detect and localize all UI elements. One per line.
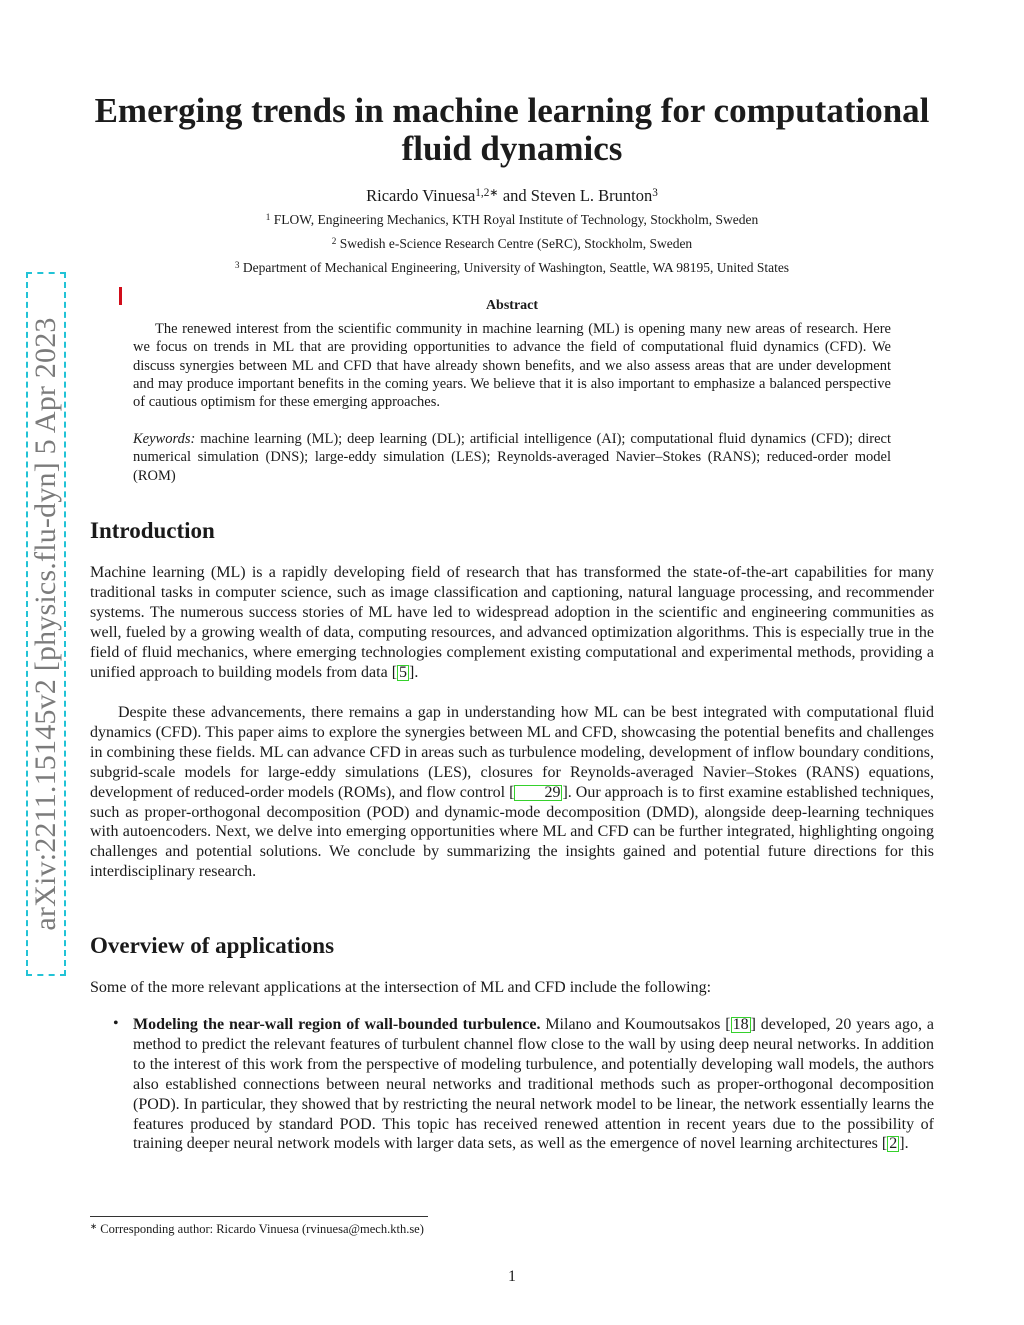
intro-p2-end: ]. Our approach is to first examine established techniques, such as proper-orthogonal decomposition (POD) and dynamic-mode decomposition (DMD), alongside deep-learning techniques with autoencoders. Next, we delve into emerging opportunities where ML and CFD can be further integrated, highlighting ongoing challenges and potential solutions. We conclude by summarizing the insights gained and potential future directions for this interdisciplinary research.: [90, 783, 934, 881]
affiliation-1: [90, 212, 934, 228]
bullet-text-a: Milano and Koumoutsakos [: [540, 1016, 731, 1033]
abstract-heading: Abstract: [485, 298, 539, 313]
affiliation-3-num: 3: [234, 259, 240, 270]
keywords: [133, 430, 891, 485]
abstract-text: The renewed interest from the scientific community in machine learning (ML) is opening many new areas of research. Here we focus on trends in ML that are providing opportunities to advance the field of computational fluid dynamics (CFD). We discuss synergies between ML and CFD that have already shown benefits, and we also assess areas that are under development and may produce important benefits in the coming years. We believe that it is also important to emphasize a balanced perspective of cautious optimism for these emerging approaches.: [133, 321, 891, 411]
keywords-list: machine learning (ML); deep learning (DL); artificial intelligence (AI); computational fluid dynamics (CFD); direct numerical simulation (DNS); large-eddy simulation (LES); Reynolds-averaged Navier–Stokes (RANS); reduced-order model (ROM): [133, 431, 891, 484]
affiliation-1-num: 1: [265, 211, 271, 222]
bullet-text-b: ] developed, 20 years ago, a method to predict the relevant features of turbulent channel flow close to the wall by using deep neural networks. In addition to the interest of this work from the perspective of modeling turbulence, and potentially developing wall models, the authors also established connections between neural networks and traditional methods such as proper-orthogonal decomposition (POD). In particular, they showed that by restricting the neural network model to be linear, the network essentially learns the features produced by standard POD. This topic has received renewed attention in recent years due to the possibility of training deeper neural network models with larger data sets, as well as the emergence of novel learning architectures [: [133, 1016, 934, 1153]
overview-heading: Overview of applications: [90, 933, 335, 958]
citation-link[interactable]: 29: [514, 785, 562, 801]
footnote-rule: [90, 1216, 428, 1217]
paper-title: Emerging trends in machine learning for computational fluid dynamics: [94, 91, 930, 168]
affiliation-3-text: Department of Mechanical Engineering, University of Washington, Seattle, WA 98195, United States: [239, 260, 790, 275]
bullet-title: Modeling the near-wall region of wall-bounded turbulence.: [133, 1016, 541, 1033]
footnote-text: Corresponding author: Ricardo Vinuesa (rvinuesa@mech.kth.se): [97, 1222, 424, 1236]
affiliation-2-num: 2: [331, 235, 337, 246]
bullet-item: [133, 1015, 934, 1154]
author-2-affil: 3: [652, 186, 658, 199]
author-1-affil: 1,2∗: [475, 186, 499, 199]
author-joiner: and Steven L. Brunton: [498, 186, 653, 205]
arxiv-stamp[interactable]: arXiv:2211.15145v2 [physics.flu-dyn] 5 Apr 2023: [29, 317, 62, 931]
bullet-marker: •: [113, 1015, 119, 1032]
citation-link[interactable]: 2: [889, 1135, 898, 1153]
affiliation-3: [90, 260, 934, 276]
author-line: [90, 186, 934, 206]
footnote-marker: ∗: [90, 1221, 98, 1232]
footnote: [90, 1222, 424, 1237]
intro-p1-end: ].: [409, 663, 419, 681]
affiliation-2: [90, 236, 934, 252]
introduction-heading: Introduction: [90, 518, 215, 543]
intro-p2-text: Despite these advancements, there remains a gap in understanding how ML can be best integrated with computational fluid dynamics (CFD). This paper aims to explore the synergies between ML and CFD, showcasing the potential benefits and challenges in combining these fields. ML can advance CFD in areas such as turbulence modeling, development of inflow boundary conditions, subgrid-scale models for large-eddy simulations (LES), closures for Reynolds-averaged Navier–Stokes (RANS) equations, development of reduced-order models (ROMs), and flow control [: [90, 704, 934, 801]
intro-p1-text: Machine learning (ML) is a rapidly developing field of research that has transformed the state-of-the-art capabilities for many traditional tasks in computer science, such as image classification and captioning, natural language processing, and recommender systems. The numerous success stories of ML have led to widespread adoption in the scientific and engineering communities as well, fueled by a growing wealth of data, computing resources, and advanced optimization algorithms. This is especially true in the field of fluid mechanics, where emerging technologies complement existing computational and experimental methods, providing a unified approach to building models from data [: [90, 564, 934, 681]
intro-paragraph-2: [90, 703, 934, 882]
affiliation-1-text: FLOW, Engineering Mechanics, KTH Royal Institute of Technology, Stockholm, Sweden: [270, 212, 759, 227]
keywords-label: Keywords:: [133, 431, 196, 447]
citation-link[interactable]: 5: [399, 663, 408, 681]
affiliation-2-text: Swedish e-Science Research Centre (SeRC), Stockholm, Sweden: [336, 236, 693, 251]
citation-link[interactable]: 18: [732, 1016, 749, 1033]
page-number: 1: [508, 1268, 516, 1285]
bullet-text-c: ].: [899, 1135, 909, 1153]
overview-lead: Some of the more relevant applications at the intersection of ML and CFD include the following:: [90, 979, 712, 996]
author-1: Ricardo Vinuesa: [366, 186, 476, 205]
intro-paragraph-1: [90, 563, 934, 682]
